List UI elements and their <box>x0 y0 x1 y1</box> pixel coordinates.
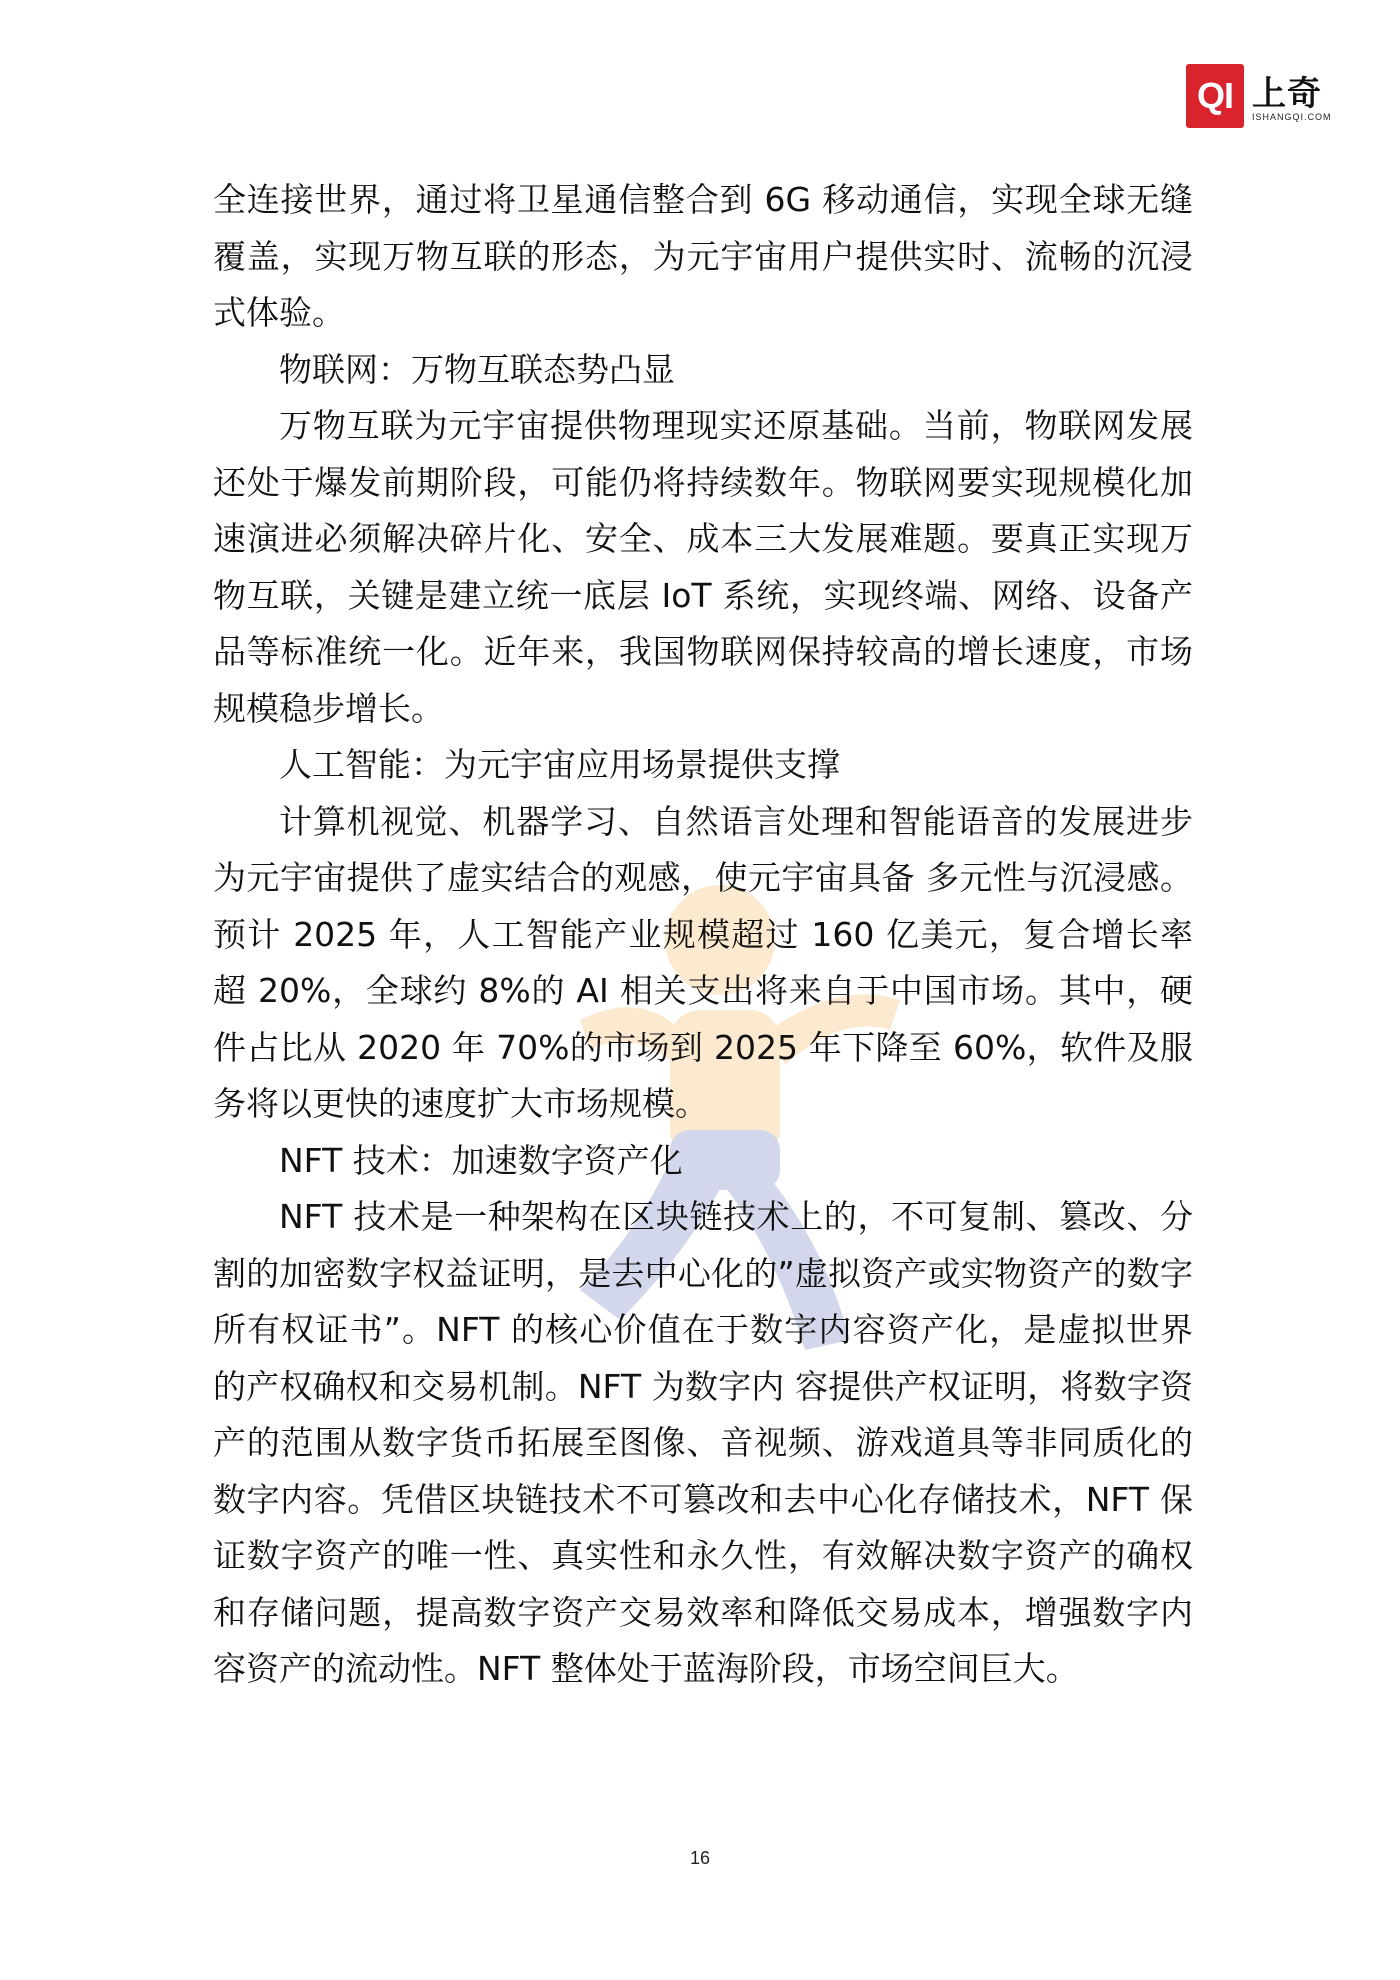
heading-iot: 物联网：万物互联态势凸显 <box>279 349 675 389</box>
page-number: 16 <box>689 1848 711 1868</box>
paragraph-nft: NFT 技术是一种架构在区块链技术上的，不可复制、篡改、分割的加密数字权益证明，是去中心化的”虚拟资产或实物资产的数字所有权证书”。NFT 的核心价值在于数字内容资产化，是虚拟世界的产权确权和交易机制。NFT 为数字内 容提供产权证明，将数字资产的范围从数字货币拓展至图像、音视频、游戏道具等非同质化的数字内容。凭借区块链技术不可篡改和去中心化存储技术，NFT 保证数字资产的唯一性、真实性和永久性，有效解决数字资产的确权和存储问题，提高数字资产交易效率和降低交易成本，增强数字内容资产的流动性。NFT 整体处于蓝海阶段，市场空间巨大。 <box>213 1197 1193 1688</box>
logo-name: 上奇 <box>1252 74 1322 114</box>
logo-mark: QI <box>1186 64 1244 128</box>
heading-ai: 人工智能：为元宇宙应用场景提供支撑 <box>279 745 840 784</box>
paragraph-iot: 万物互联为元宇宙提供物理现实还原基础。当前，物联网发展还处于爆发前期阶段，可能仍将持续数年。物联网要实现规模化加速演进必须解决碎片化、安全、成本三大发展难题。要真正实现万物互联，关键是建立统一底层 IoT 系统，实现终端、网络、设备产品等标准统一化。近年来，我国物联网保持较高的增长速度，市场规模稳步增长。 <box>213 406 1193 728</box>
heading-nft: NFT 技术：加速数字资产化 <box>279 1140 683 1180</box>
logo-domain: ISHANGQI.COM <box>1252 112 1332 122</box>
paragraph-ai: 计算机视觉、机器学习、自然语言处理和智能语音的发展进步为元宇宙提供了虚实结合的观感，使元宇宙具备 多元性与沉浸感。预计 2025 年，人工智能产业规模超过 160 亿美元，复合增长率超 20%，全球约 8%的 AI 相关支出将来自于中国市场。其中，硬件占比从 2020 年 70%的市场到 2025 年下降至 60%，软件及服务将以更快的速度扩大市场规模。 <box>213 801 1193 1123</box>
paragraph-6g: 全连接世界，通过将卫星通信整合到 6G 移动通信，实现全球无缝覆盖，实现万物互联的形态，为元宇宙用户提供实时、流畅的沉浸式体验。 <box>213 180 1193 332</box>
brand-logo <box>1186 64 1336 130</box>
article-body <box>213 172 1193 1698</box>
